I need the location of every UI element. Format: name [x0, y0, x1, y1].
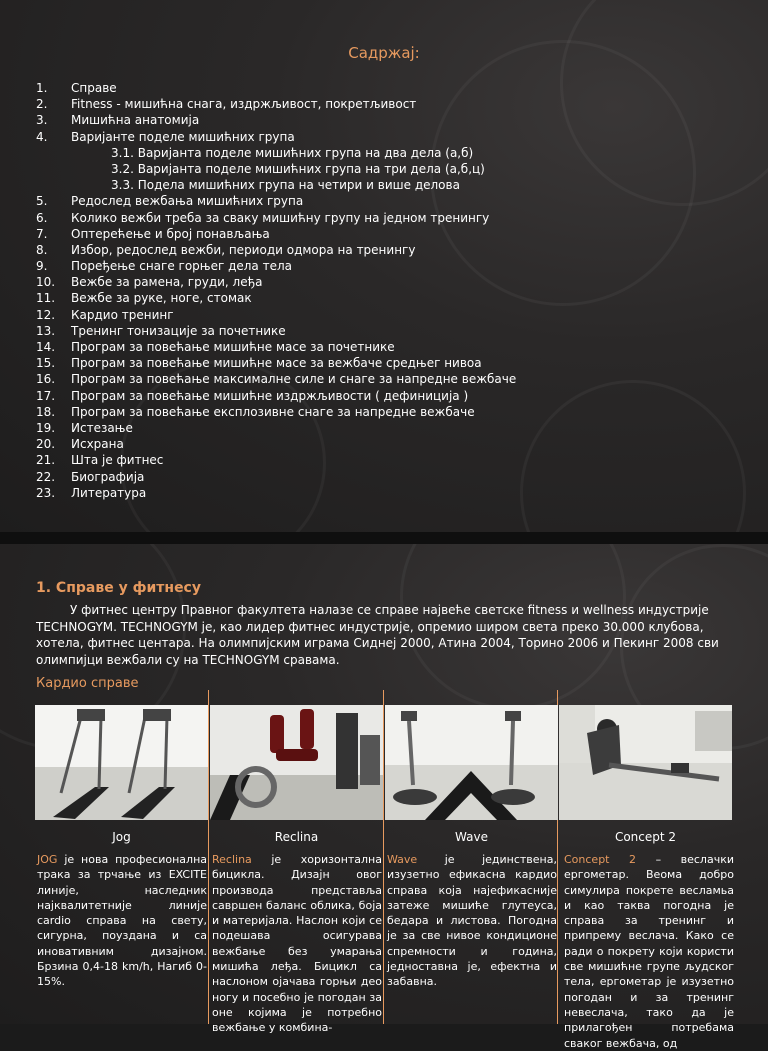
recumbent-bike-photo — [210, 705, 383, 820]
toc-text: Програм за повећање мишићне масе за вежбаче средњег нивоа — [71, 356, 482, 371]
toc-text: Програм за повећање максималне силе и снаге за напредне вежбаче — [71, 372, 517, 387]
subsection-title: Кардио справе — [36, 676, 139, 691]
column-divider — [208, 690, 209, 1024]
toc-item — [36, 420, 736, 436]
toc-number: 9. — [36, 259, 48, 274]
photo-caption: Concept 2 — [614, 830, 677, 844]
toc-subitem — [36, 161, 736, 177]
rowing-machine-photo — [559, 705, 732, 820]
toc-item — [36, 290, 736, 306]
equipment-name: Concept 2 — [564, 853, 637, 866]
toc-item — [36, 485, 736, 501]
equipment-text: је хоризонтална бицикла. Дизајн овог производа представља савршен баланс облика, боја и материјала. Наслон који се подешава осигурава вежбање без умарања мишића леђа. Бицикл са наслоном ојачава горњи део ногу и посебно је погодан за оне којима је потребно вежбање у комбина- — [212, 853, 382, 1035]
toc-text: Исхрана — [71, 437, 124, 452]
toc-text: Биографија — [71, 469, 145, 484]
toc-text: Вежбе за рамена, груди, леђа — [71, 275, 263, 290]
toc-title: Садржај: — [348, 44, 420, 62]
toc-subitem — [36, 177, 736, 193]
section-title: 1. Справе у фитнесу — [36, 580, 201, 596]
toc-text: Вежбе за руке, ноге, стомак — [71, 291, 252, 306]
equipment-text: је јединствена, изузетно ефикасна кардио справа која најефикасније затеже мишиће глутеуса, бедара и листова. Погодна је за све нивое кондиционе спремности и година, једноставна је, ефектна и забавна. — [387, 853, 557, 989]
toc-number: 8. — [36, 242, 48, 257]
toc-number: 3. — [36, 113, 48, 128]
toc-item — [36, 436, 736, 452]
photo-caption: Reclina — [274, 830, 319, 844]
equipment-name: Wave — [387, 853, 418, 866]
toc-item — [36, 242, 736, 258]
toc-number: 16. — [36, 372, 56, 387]
toc-item — [36, 452, 736, 468]
toc-number: 20. — [36, 437, 56, 452]
toc-item — [36, 469, 736, 485]
toc-subitem — [36, 145, 736, 161]
toc-number: 14. — [36, 340, 56, 354]
toc-number: 19. — [36, 420, 56, 435]
toc-number: 13. — [36, 323, 56, 338]
toc-number: 23. — [36, 485, 56, 500]
toc-text: Програм за повећање мишићне издржљивости ( дефиниција ) — [71, 388, 469, 403]
toc-item — [36, 388, 736, 404]
toc-text: Fitness - мишићна снага, издржљивост, покретљивост — [71, 97, 417, 112]
toc-text: 3.2. Варијанта поделе мишићних група на три дела (а,б,ц) — [111, 161, 485, 176]
toc-text: Мишићна анатомија — [71, 113, 200, 128]
wave-machine-photo — [385, 705, 558, 820]
toc-item — [36, 339, 736, 355]
toc-item — [36, 404, 736, 420]
equipment-name: Reclina — [212, 853, 252, 866]
toc-item — [36, 274, 736, 290]
toc-number: 18. — [36, 404, 56, 419]
equipment-text: – веслачки ергометар. Веома добро симулира покрете весламьа и као таква погодна је справа за тренинг и припрему веслача. Како се ради о покрету који користи све мишићне групе људског тела, ергометар је изузетно погодан и за тренинг невеслача, тако да је прилагођен потребама сваког вежбача, од — [564, 853, 734, 1050]
toc-number: 15. — [36, 356, 56, 371]
equipment-description — [387, 852, 557, 990]
toc-number: 22. — [36, 469, 56, 484]
toc-text: Колико вежби треба за сваку мишићну групу на једном тренингу — [71, 210, 490, 225]
photo-caption: Wave — [455, 830, 488, 844]
toc-text: Литература — [71, 485, 147, 500]
column-divider — [383, 690, 384, 1024]
toc-item — [36, 193, 736, 209]
toc-number: 11. — [36, 291, 56, 306]
toc-text: Оптерећење и број понављања — [71, 226, 270, 241]
equipment-description — [37, 852, 207, 990]
toc-text: 3.1. Варијанта поделе мишићних група на два дела (а,б) — [111, 145, 474, 160]
equipment-name: JOG — [37, 853, 58, 866]
equipment-description — [564, 852, 734, 1051]
equipment-description — [212, 852, 382, 1036]
toc-item — [36, 258, 736, 274]
toc-item — [36, 371, 736, 387]
photo-caption: Jog — [112, 830, 131, 844]
toc-text: Поређење снаге горњег дела тела — [71, 259, 292, 274]
intro-paragraph: У фитнес центру Правног факултета налазе се справе највеће светске fitness и wellness индустрије TECHNOGYM. TECHNOGYM je, као лидер фитнес индустрије, опремио широм света преко 30.000 клубова, хотела, фитнес центара. На олимпијским играма Сиднеј 2000, Атина 2004, Торино 2006 и Пекинг 2008 сви олимпијци вежбали су на TECHNOGYM сравама. — [36, 603, 719, 667]
page-gap — [0, 532, 768, 544]
toc-item — [36, 355, 736, 371]
toc-text: Истезање — [71, 420, 133, 435]
toc-item — [36, 129, 736, 145]
toc-list — [36, 80, 736, 501]
toc-item — [36, 307, 736, 323]
toc-number: 21. — [36, 453, 56, 468]
toc-number: 10. — [36, 275, 56, 290]
equipment-text: је нова професионална трака за трчање из EXCITE линије, наследник најквалитетније линије cardio справа на свету, сигурна, поуздана и са иновативним дизајном. Брзина 0,4-18 km/h, Нагиб 0-15%. — [37, 853, 207, 989]
toc-number: 4. — [36, 129, 48, 144]
toc-text: Варијанте поделе мишићних група — [71, 129, 295, 144]
toc-number: 1. — [36, 81, 48, 95]
toc-item — [36, 80, 736, 96]
toc-number: 17. — [36, 388, 56, 403]
toc-number: 6. — [36, 210, 48, 225]
toc-number: 12. — [36, 307, 56, 322]
toc-text: Шта је фитнес — [71, 453, 164, 468]
toc-text: Справе — [71, 81, 117, 95]
toc-item — [36, 323, 736, 339]
toc-item — [36, 96, 736, 112]
toc-item — [36, 226, 736, 242]
toc-item — [36, 112, 736, 128]
treadmill-photo — [35, 705, 208, 820]
toc-text: Тренинг тонизације за почетнике — [71, 323, 286, 338]
toc-text: 3.3. Подела мишићних група на четири и више делова — [111, 178, 460, 193]
toc-text: Редослед вежбања мишићних група — [71, 194, 304, 209]
toc-item — [36, 210, 736, 226]
toc-text: Програм за повећање мишићне масе за почетнике — [71, 340, 395, 354]
toc-number: 7. — [36, 226, 48, 241]
toc-text: Програм за повећање експлозивне снаге за напредне вежбаче — [71, 404, 475, 419]
toc-text: Кардио тренинг — [71, 307, 174, 322]
toc-text: Избор, редослед вежби, периоди одмора на тренингу — [71, 242, 416, 257]
toc-number: 2. — [36, 97, 48, 112]
toc-number: 5. — [36, 194, 48, 209]
